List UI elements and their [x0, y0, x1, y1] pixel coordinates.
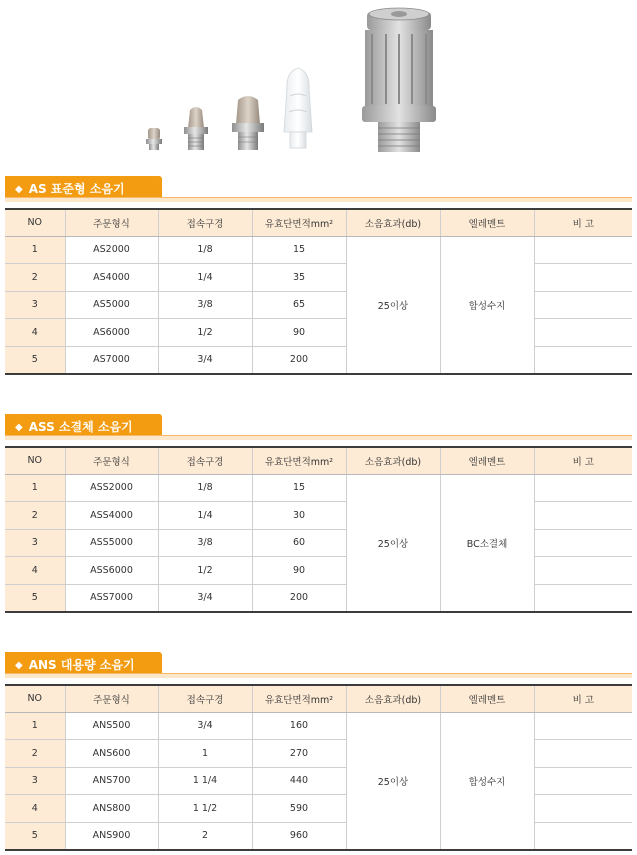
- remarks-cell: [534, 529, 632, 557]
- row-area: 200: [252, 584, 346, 612]
- table-row: [5, 712, 632, 740]
- row-area: 960: [252, 822, 346, 850]
- section-header: [5, 414, 632, 440]
- element-cell: 합성수지: [440, 712, 534, 850]
- row-area: 590: [252, 795, 346, 823]
- row-no: 1: [5, 236, 65, 264]
- header-no: NO: [5, 209, 65, 236]
- section-divider: [5, 435, 632, 440]
- row-model: AS2000: [65, 236, 158, 264]
- table-row: [5, 795, 632, 823]
- header-effective-area: 유효단면적mm²: [252, 685, 346, 712]
- section-title-tab: [5, 652, 162, 674]
- remarks-cell: [534, 767, 632, 795]
- section-divider: [5, 197, 632, 202]
- header-model: 주문형식: [65, 447, 158, 474]
- table-header-row: [5, 447, 632, 474]
- header-port-size: 접속구경: [158, 447, 252, 474]
- row-no: 2: [5, 740, 65, 768]
- table-row: [5, 319, 632, 347]
- product-photo-strip: [0, 0, 637, 165]
- section-header: [5, 176, 632, 202]
- table-header-row: [5, 209, 632, 236]
- row-port: 3/8: [158, 291, 252, 319]
- header-remarks: 비 고: [534, 685, 632, 712]
- row-no: 1: [5, 712, 65, 740]
- row-model: ASS5000: [65, 529, 158, 557]
- row-area: 60: [252, 529, 346, 557]
- table-row: [5, 822, 632, 850]
- noise-effect-cell: 25이상: [346, 712, 440, 850]
- row-port: 1/2: [158, 319, 252, 347]
- section-title: ANS 대용량 소음기: [28, 658, 135, 672]
- table-row: [5, 740, 632, 768]
- diamond-bullet-icon: ◆: [15, 184, 23, 195]
- row-port: 3/8: [158, 529, 252, 557]
- noise-effect-cell: 25이상: [346, 236, 440, 374]
- table-row: [5, 767, 632, 795]
- header-element: 엘레멘트: [440, 447, 534, 474]
- header-noise-effect: 소음효과(db): [346, 685, 440, 712]
- row-model: ASS7000: [65, 584, 158, 612]
- element-cell: 합성수지: [440, 236, 534, 374]
- spec-table: [5, 446, 632, 613]
- table-row: [5, 346, 632, 374]
- header-remarks: 비 고: [534, 209, 632, 236]
- remarks-cell: [534, 346, 632, 374]
- row-model: ANS700: [65, 767, 158, 795]
- row-no: 4: [5, 795, 65, 823]
- section-header: [5, 652, 632, 678]
- row-area: 65: [252, 291, 346, 319]
- row-no: 1: [5, 474, 65, 502]
- remarks-cell: [534, 712, 632, 740]
- remarks-cell: [534, 291, 632, 319]
- header-model: 주문형식: [65, 209, 158, 236]
- row-port: 1/8: [158, 474, 252, 502]
- noise-effect-cell: 25이상: [346, 474, 440, 612]
- header-effective-area: 유효단면적mm²: [252, 447, 346, 474]
- row-model: ANS600: [65, 740, 158, 768]
- remarks-cell: [534, 502, 632, 530]
- header-no: NO: [5, 685, 65, 712]
- row-port: 3/4: [158, 584, 252, 612]
- table-row: [5, 291, 632, 319]
- row-port: 1/4: [158, 502, 252, 530]
- header-noise-effect: 소음효과(db): [346, 209, 440, 236]
- section-as-standard: [5, 176, 632, 366]
- row-no: 5: [5, 822, 65, 850]
- row-model: ASS2000: [65, 474, 158, 502]
- row-model: AS7000: [65, 346, 158, 374]
- row-model: AS4000: [65, 264, 158, 292]
- row-model: ASS4000: [65, 502, 158, 530]
- header-no: NO: [5, 447, 65, 474]
- remarks-cell: [534, 264, 632, 292]
- row-area: 90: [252, 557, 346, 585]
- remarks-cell: [534, 557, 632, 585]
- spec-table: [5, 684, 632, 851]
- row-no: 2: [5, 502, 65, 530]
- row-area: 440: [252, 767, 346, 795]
- table-row: [5, 584, 632, 612]
- diamond-bullet-icon: ◆: [15, 660, 23, 671]
- row-port: 1 1/2: [158, 795, 252, 823]
- remarks-cell: [534, 319, 632, 347]
- row-model: ASS6000: [65, 557, 158, 585]
- row-no: 4: [5, 557, 65, 585]
- remarks-cell: [534, 795, 632, 823]
- header-remarks: 비 고: [534, 447, 632, 474]
- element-cell: BC소결체: [440, 474, 534, 612]
- silencer-image-large: [362, 8, 436, 152]
- header-port-size: 접속구경: [158, 209, 252, 236]
- section-title: ASS 소결체 소음기: [28, 420, 133, 434]
- row-model: AS6000: [65, 319, 158, 347]
- row-port: 3/4: [158, 712, 252, 740]
- table-row: [5, 502, 632, 530]
- remarks-cell: [534, 740, 632, 768]
- diamond-bullet-icon: ◆: [15, 422, 23, 433]
- remarks-cell: [534, 584, 632, 612]
- row-port: 3/4: [158, 346, 252, 374]
- spec-table: [5, 208, 632, 375]
- table-row: [5, 557, 632, 585]
- table-row: [5, 264, 632, 292]
- row-area: 35: [252, 264, 346, 292]
- row-no: 5: [5, 346, 65, 374]
- row-port: 1/4: [158, 264, 252, 292]
- row-port: 2: [158, 822, 252, 850]
- remarks-cell: [534, 236, 632, 264]
- row-no: 3: [5, 529, 65, 557]
- row-area: 90: [252, 319, 346, 347]
- row-port: 1/2: [158, 557, 252, 585]
- row-area: 30: [252, 502, 346, 530]
- row-area: 200: [252, 346, 346, 374]
- section-divider: [5, 673, 632, 678]
- table-header-row: [5, 685, 632, 712]
- section-title-tab: [5, 414, 162, 436]
- header-element: 엘레멘트: [440, 209, 534, 236]
- row-port: 1: [158, 740, 252, 768]
- section-title: AS 표준형 소음기: [28, 182, 125, 196]
- row-area: 15: [252, 236, 346, 264]
- header-noise-effect: 소음효과(db): [346, 447, 440, 474]
- silencer-image-1-4: [184, 107, 208, 150]
- table-row: [5, 236, 632, 264]
- row-area: 160: [252, 712, 346, 740]
- silencer-image-3-8: [232, 96, 264, 150]
- header-port-size: 접속구경: [158, 685, 252, 712]
- row-no: 2: [5, 264, 65, 292]
- row-model: ANS500: [65, 712, 158, 740]
- section-title-tab: [5, 176, 162, 198]
- row-no: 3: [5, 291, 65, 319]
- row-model: ANS800: [65, 795, 158, 823]
- silencer-image-plastic: [284, 68, 312, 148]
- row-no: 4: [5, 319, 65, 347]
- row-model: AS5000: [65, 291, 158, 319]
- row-no: 3: [5, 767, 65, 795]
- row-area: 15: [252, 474, 346, 502]
- header-element: 엘레멘트: [440, 685, 534, 712]
- row-no: 5: [5, 584, 65, 612]
- row-area: 270: [252, 740, 346, 768]
- row-model: ANS900: [65, 822, 158, 850]
- remarks-cell: [534, 822, 632, 850]
- section-ass-sintered: [5, 414, 632, 604]
- silencer-image-small: [146, 128, 162, 150]
- header-effective-area: 유효단면적mm²: [252, 209, 346, 236]
- table-row: [5, 474, 632, 502]
- row-port: 1 1/4: [158, 767, 252, 795]
- row-port: 1/8: [158, 236, 252, 264]
- table-row: [5, 529, 632, 557]
- remarks-cell: [534, 474, 632, 502]
- header-model: 주문형식: [65, 685, 158, 712]
- section-ans-large-capacity: [5, 652, 632, 842]
